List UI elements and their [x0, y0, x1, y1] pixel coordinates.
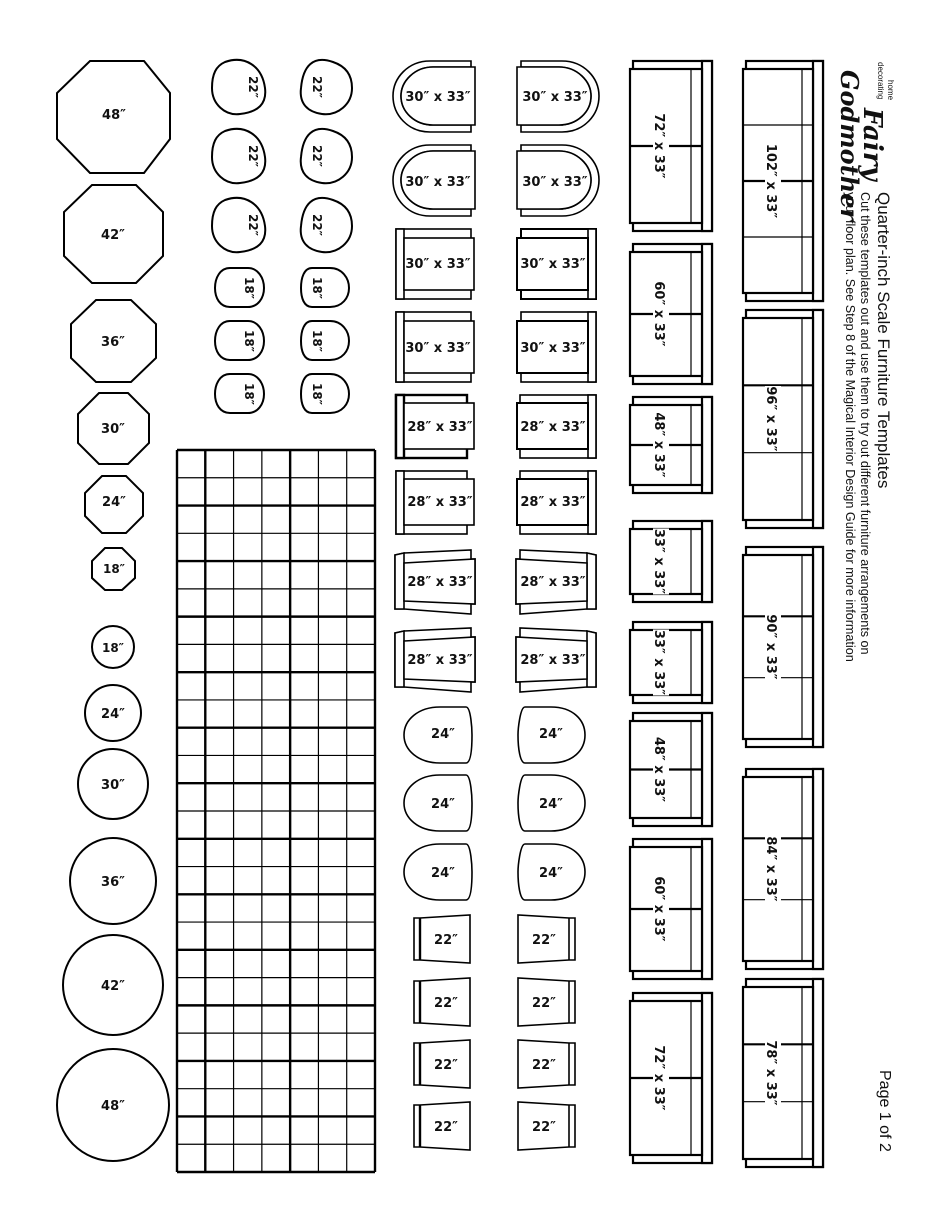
side-chair[interactable] [518, 1040, 575, 1088]
round-table[interactable] [63, 935, 163, 1035]
armchair[interactable] [517, 395, 596, 458]
couch-size-label: 78″ x 33″ [763, 1040, 778, 1106]
club-chair[interactable] [393, 145, 475, 216]
table-size-label: 18″ [101, 641, 125, 655]
stools-right [301, 60, 352, 413]
chair-size-label: 30″ x 33″ [405, 341, 471, 356]
dining-chair[interactable] [404, 707, 472, 763]
club-chair[interactable] [517, 61, 599, 132]
couch-size-label: 33″ x 33″ [651, 629, 666, 696]
dining-chair[interactable] [518, 707, 585, 763]
chair-size-label: 22″ [434, 996, 458, 1011]
angled-armchair[interactable] [516, 628, 596, 692]
couch-size-label: 60″ x 33″ [651, 876, 666, 942]
loveseat[interactable] [630, 622, 712, 703]
stool-size-label: 18″ [242, 382, 256, 406]
couch-back [702, 521, 712, 602]
couch-size-label: 102″ x 33″ [763, 143, 778, 219]
octagon-table[interactable] [64, 185, 163, 283]
stool-size-label: 18″ [310, 276, 324, 300]
couch-size-label: 90″ x 33″ [763, 614, 778, 680]
table-size-label: 30″ [101, 778, 125, 793]
logo-text-decorating: decorating [876, 62, 885, 100]
chair-size-label: 30″ x 33″ [520, 257, 586, 272]
chair-size-label: 24″ [539, 797, 563, 812]
angled-armchair[interactable] [395, 550, 475, 614]
side-chair[interactable] [414, 978, 470, 1026]
round-table[interactable] [92, 626, 134, 668]
couch-size-label: 33″ x 33″ [651, 528, 666, 595]
loveseat[interactable] [630, 397, 712, 493]
chair-size-label: 24″ [539, 866, 563, 881]
table-size-label: 24″ [101, 707, 125, 722]
stool-size-label: 22″ [310, 75, 324, 99]
loveseat[interactable] [630, 993, 712, 1163]
armchair[interactable] [396, 471, 474, 534]
chair-size-label: 28″ x 33″ [520, 575, 586, 590]
angled-armchair[interactable] [516, 550, 596, 614]
chair-size-label: 28″ x 33″ [407, 420, 473, 435]
chair-size-label: 28″ x 33″ [407, 495, 473, 510]
club-chair[interactable] [393, 61, 475, 132]
stool-size-label: 18″ [242, 329, 256, 353]
stool[interactable] [212, 60, 265, 114]
chair-size-label: 28″ x 33″ [520, 495, 586, 510]
chairs-right [516, 61, 599, 1150]
chair-size-label: 28″ x 33″ [407, 575, 473, 590]
couch-back [702, 397, 712, 493]
couch-size-label: 72″ x 33″ [651, 113, 666, 179]
chair-size-label: 30″ x 33″ [522, 175, 588, 190]
chairs-left [393, 61, 475, 1150]
loveseat[interactable] [630, 713, 712, 826]
stool-size-label: 18″ [242, 276, 256, 300]
stool[interactable] [301, 60, 352, 114]
dining-chair[interactable] [518, 775, 585, 831]
couch-back [813, 769, 823, 969]
octagon-table[interactable] [78, 393, 149, 464]
chair-size-label: 22″ [434, 933, 458, 948]
stool-size-label: 18″ [310, 329, 324, 353]
round-tables [57, 626, 169, 1161]
sofa[interactable] [743, 979, 823, 1167]
page-title: Quarter-inch Scale Furniture Templates [874, 192, 893, 489]
stool[interactable] [215, 321, 264, 360]
loveseats [630, 61, 712, 1163]
table-size-label: 42″ [101, 228, 125, 243]
page-number: Page 1 of 2 [876, 1070, 893, 1152]
chair-size-label: 30″ x 33″ [405, 257, 471, 272]
armchair[interactable] [517, 229, 596, 299]
armchair[interactable] [517, 312, 596, 382]
chair-size-label: 30″ x 33″ [520, 341, 586, 356]
chair-size-label: 22″ [434, 1120, 458, 1135]
couch-back [813, 979, 823, 1167]
couch-back [813, 61, 823, 301]
logo-text-home: home [886, 80, 895, 101]
chair-size-label: 30″ x 33″ [405, 175, 471, 190]
couch-size-label: 48″ x 33″ [651, 736, 666, 803]
table-size-label: 48″ [102, 108, 126, 123]
table-size-label: 36″ [101, 875, 125, 890]
table-size-label: 30″ [101, 422, 125, 437]
stool-size-label: 18″ [310, 382, 324, 406]
stool[interactable] [301, 268, 349, 307]
couch-size-label: 96″ x 33″ [763, 386, 778, 452]
logo-script-fairy: Fairy [857, 108, 887, 181]
octagon-table[interactable] [57, 61, 170, 173]
sofa[interactable] [743, 61, 823, 301]
couch-size-label: 48″ x 33″ [651, 412, 666, 478]
chair-size-label: 22″ [532, 1058, 556, 1073]
logo-script-godmother: Godmother [835, 70, 864, 222]
couch-back [813, 310, 823, 528]
armchair[interactable] [396, 312, 474, 382]
chair-size-label: 24″ [539, 727, 563, 742]
armchair[interactable] [396, 395, 474, 458]
description-line-1: Cut these templates out and use them to try out different furniture arrangements on [858, 192, 872, 655]
chair-size-label: 22″ [532, 933, 556, 948]
table-size-label: 48″ [101, 1099, 125, 1114]
octagon-table[interactable] [92, 548, 135, 590]
table-size-label: 42″ [101, 979, 125, 994]
couch-back [702, 244, 712, 384]
table-size-label: 36″ [101, 335, 125, 350]
quarter-inch-grid [177, 450, 375, 1172]
loveseat[interactable] [630, 61, 712, 231]
loveseat[interactable] [630, 244, 712, 384]
stool[interactable] [301, 198, 352, 252]
sofa[interactable] [743, 310, 823, 528]
sofa[interactable] [743, 769, 823, 969]
chair-size-label: 22″ [532, 1120, 556, 1135]
table-size-label: 18″ [102, 562, 126, 576]
round-table[interactable] [70, 838, 156, 924]
dining-chair[interactable] [518, 844, 585, 900]
stools-left [212, 60, 265, 413]
description-line-2: your floor plan. See Step 8 of the Magical Interior Design Guide for more information [843, 192, 857, 662]
armchair[interactable] [396, 229, 474, 299]
couch-size-label: 60″ x 33″ [651, 281, 666, 347]
side-chair[interactable] [414, 1102, 470, 1150]
side-chair[interactable] [518, 1102, 575, 1150]
armchair[interactable] [517, 471, 596, 534]
couch-back [702, 713, 712, 826]
stool-size-label: 22″ [246, 213, 260, 237]
stool[interactable] [215, 268, 264, 307]
couch-size-label: 72″ x 33″ [651, 1045, 666, 1111]
chair-size-label: 22″ [434, 1058, 458, 1073]
round-table[interactable] [85, 685, 141, 741]
couch-back [702, 839, 712, 979]
stool[interactable] [215, 374, 264, 413]
chair-size-label: 22″ [532, 996, 556, 1011]
octagon-table[interactable] [85, 476, 143, 533]
couch-size-label: 84″ x 33″ [763, 836, 778, 902]
couch-back [702, 61, 712, 231]
stool-size-label: 22″ [246, 75, 260, 99]
dining-chair[interactable] [404, 775, 472, 831]
stool-size-label: 22″ [310, 144, 324, 168]
chair-size-label: 30″ x 33″ [405, 90, 471, 105]
octagon-tables [57, 61, 170, 590]
octagon-table[interactable] [71, 300, 156, 382]
stool[interactable] [212, 129, 265, 183]
chair-size-label: 24″ [431, 797, 455, 812]
sofas [743, 61, 823, 1167]
side-chair[interactable] [414, 915, 470, 963]
stool[interactable] [301, 321, 349, 360]
chair-size-label: 24″ [431, 866, 455, 881]
stool-size-label: 22″ [310, 213, 324, 237]
loveseat[interactable] [630, 839, 712, 979]
side-chair[interactable] [518, 915, 575, 963]
dining-chair[interactable] [404, 844, 472, 900]
side-chair[interactable] [414, 1040, 470, 1088]
couch-back [702, 993, 712, 1163]
chair-size-label: 24″ [431, 727, 455, 742]
angled-armchair[interactable] [395, 628, 475, 692]
chair-size-label: 28″ x 33″ [407, 653, 473, 668]
chair-size-label: 28″ x 33″ [520, 653, 586, 668]
stool[interactable] [301, 129, 352, 183]
stool-size-label: 22″ [246, 144, 260, 168]
couch-back [702, 622, 712, 703]
stool[interactable] [212, 198, 265, 252]
loveseat[interactable] [630, 521, 712, 602]
stool[interactable] [301, 374, 349, 413]
table-size-label: 24″ [102, 495, 126, 510]
side-chair[interactable] [518, 978, 575, 1026]
chair-size-label: 28″ x 33″ [520, 420, 586, 435]
couch-back [813, 547, 823, 747]
chair-size-label: 30″ x 33″ [522, 90, 588, 105]
sofa[interactable] [743, 547, 823, 747]
round-table[interactable] [78, 749, 148, 819]
club-chair[interactable] [517, 145, 599, 216]
round-table[interactable] [57, 1049, 169, 1161]
